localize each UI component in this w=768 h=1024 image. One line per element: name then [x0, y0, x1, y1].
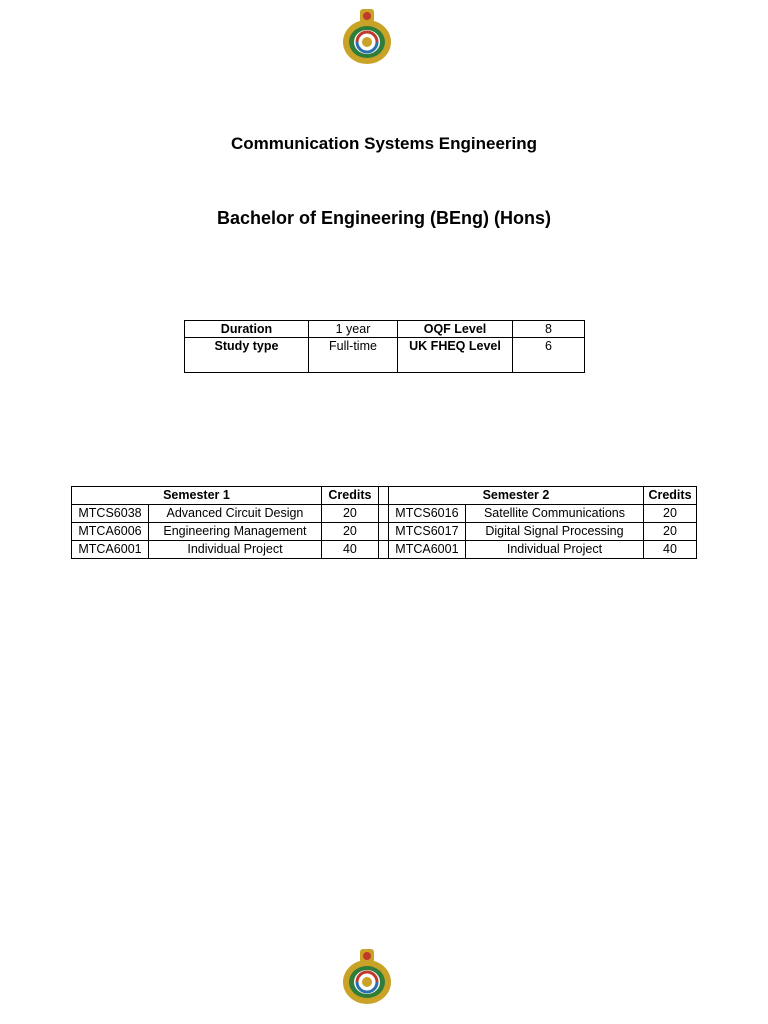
university-crest-icon [338, 946, 396, 1006]
table-spacer [378, 523, 388, 541]
degree-title: Bachelor of Engineering (BEng) (Hons) [216, 208, 551, 228]
module-credits: 40 [321, 541, 378, 559]
module-credits: 20 [321, 505, 378, 523]
info-row [185, 338, 585, 373]
oqf-label: OQF Level [398, 321, 513, 338]
module-name: Advanced Circuit Design [149, 505, 322, 523]
study-type-label: Study type [185, 338, 309, 373]
module-code: MTCA6006 [72, 523, 149, 541]
credits-header: Credits [644, 487, 697, 505]
info-row [185, 321, 585, 338]
table-row [72, 541, 697, 559]
module-code: MTCA6001 [388, 541, 465, 559]
program-title: Communication Systems Engineering [230, 134, 538, 153]
module-name: Individual Project [149, 541, 322, 559]
table-row [72, 505, 697, 523]
module-code: MTCS6016 [388, 505, 465, 523]
module-credits: 20 [644, 505, 697, 523]
duration-label: Duration [185, 321, 309, 338]
semester1-header: Semester 1 [72, 487, 322, 505]
module-code: MTCA6001 [72, 541, 149, 559]
table-spacer [378, 505, 388, 523]
module-code: MTCS6038 [72, 505, 149, 523]
module-credits: 40 [644, 541, 697, 559]
oqf-value: 8 [513, 321, 585, 338]
study-type-value: Full-time [309, 338, 398, 373]
table-row [72, 523, 697, 541]
duration-value: 1 year [309, 321, 398, 338]
module-credits: 20 [321, 523, 378, 541]
university-crest-icon [338, 6, 396, 66]
semester2-header: Semester 2 [388, 487, 643, 505]
table-spacer [378, 541, 388, 559]
table-spacer [378, 487, 388, 505]
module-credits: 20 [644, 523, 697, 541]
module-name: Digital Signal Processing [465, 523, 643, 541]
modules-header-row [72, 487, 697, 505]
module-name: Satellite Communications [465, 505, 643, 523]
credits-header: Credits [321, 487, 378, 505]
module-code: MTCS6017 [388, 523, 465, 541]
fheq-label: UK FHEQ Level [398, 338, 513, 373]
modules-table [71, 486, 697, 559]
program-info-table [184, 320, 585, 373]
module-name: Individual Project [465, 541, 643, 559]
module-name: Engineering Management [149, 523, 322, 541]
fheq-value: 6 [513, 338, 585, 373]
